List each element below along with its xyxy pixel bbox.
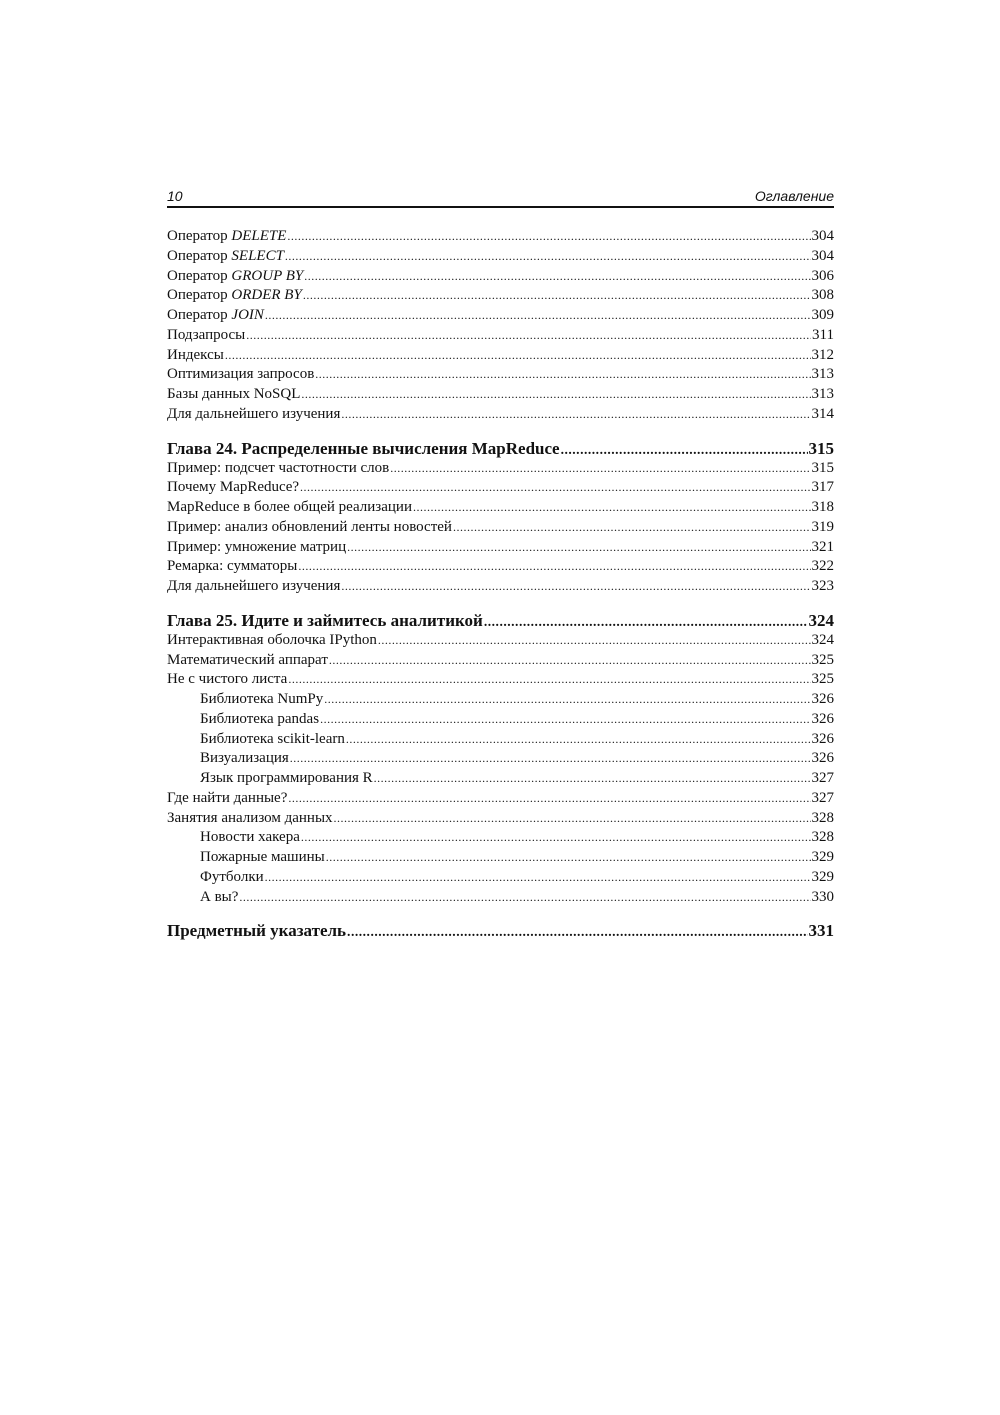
dot-leader (246, 326, 811, 346)
toc-entry-title (200, 710, 319, 730)
toc-page-number: 311 (812, 326, 834, 343)
toc-page-number: 329 (811, 849, 834, 865)
toc-entry-text: Для дальнейшего изучения (167, 578, 341, 594)
toc-page-number: 317 (811, 479, 834, 496)
toc-entry-text: Подзапросы (167, 326, 246, 343)
toc-entry[interactable] (167, 631, 834, 651)
toc-page-number: 313 (811, 386, 834, 402)
toc-chapter[interactable] (167, 611, 834, 631)
toc-page-number: 322 (811, 558, 834, 575)
toc-entry[interactable] (167, 690, 834, 710)
toc-entry-title (167, 921, 346, 941)
toc-entry-title (200, 690, 323, 710)
toc-entry-text: Оператор (167, 287, 232, 304)
toc-entry-text: Оператор (167, 267, 232, 284)
toc-entry-keyword: JOIN (231, 307, 264, 323)
toc-entry-text: Новости хакера (200, 829, 300, 846)
toc-page-number: 309 (811, 307, 834, 323)
toc-entry-text: Оператор (167, 247, 232, 264)
toc-entry[interactable] (167, 405, 834, 425)
toc-entry[interactable] (167, 670, 834, 690)
toc-entry[interactable] (167, 385, 834, 405)
toc-entry-title (167, 538, 346, 558)
toc-entry-title (167, 651, 328, 671)
dot-leader (334, 809, 811, 829)
dot-leader (390, 459, 810, 479)
dot-leader (484, 612, 808, 632)
dot-leader (290, 749, 811, 769)
toc-entry-text: Оператор (167, 228, 232, 244)
toc-entry[interactable] (167, 888, 834, 908)
toc-entry-title (167, 365, 314, 385)
toc-entry-text: Визуализация (200, 750, 289, 767)
dot-leader (341, 405, 810, 425)
toc-entry[interactable] (167, 346, 834, 366)
dot-leader (300, 478, 810, 498)
toc-entry-text: Библиотека NumPy (200, 691, 324, 707)
toc-entry-text: Математический аппарат (167, 651, 328, 668)
toc-entry[interactable] (167, 227, 834, 247)
toc-page-number: 326 (811, 730, 834, 747)
toc-page-number: 326 (811, 710, 834, 727)
toc-entry-text: Ремарка: сумматоры (167, 558, 298, 575)
dot-leader (374, 769, 811, 789)
toc-page-number: 325 (811, 651, 834, 668)
toc-entry-text: Интерактивная оболочка IPython (167, 631, 377, 648)
dot-leader (324, 690, 810, 710)
toc-page-number: 326 (811, 750, 834, 767)
toc-entry[interactable] (167, 789, 834, 809)
toc-entry-text: Занятия анализом данных (167, 809, 333, 826)
toc-page-number: 327 (811, 789, 834, 806)
toc-entry[interactable] (167, 478, 834, 498)
toc-entry-title (200, 888, 238, 908)
toc-entry[interactable] (167, 809, 834, 829)
toc-entry-title (167, 247, 284, 267)
toc-entry-title (200, 749, 289, 769)
toc-entry-title (167, 498, 412, 518)
toc-entry[interactable] (167, 557, 834, 577)
toc-entry-text: Библиотека pandas (200, 710, 320, 727)
toc-page-number: 323 (811, 578, 834, 594)
dot-leader (453, 518, 811, 538)
toc-entry-text: Пример: анализ обновлений ленты новостей (167, 518, 452, 535)
dot-leader (320, 710, 810, 730)
toc-page-number: 304 (811, 247, 834, 264)
toc-entry-text: А вы? (200, 888, 239, 905)
toc-entry-text: Индексы (167, 346, 224, 363)
toc-entry-text: Библиотека scikit-learn (200, 730, 345, 747)
toc-page-number: 306 (811, 267, 834, 284)
toc-entry[interactable] (167, 651, 834, 671)
dot-leader (298, 557, 810, 577)
toc-entry-keyword: ORDER BY (231, 287, 302, 304)
toc-entry[interactable] (167, 365, 834, 385)
toc-entry-title (167, 670, 287, 690)
toc-entry-title (200, 848, 325, 868)
toc-chapter[interactable] (167, 439, 834, 459)
toc-page-number: 321 (811, 538, 834, 555)
toc-entry-title (167, 227, 286, 247)
dot-leader (225, 346, 811, 366)
toc-entry[interactable] (167, 868, 834, 888)
dot-leader (288, 670, 810, 690)
toc-entry[interactable] (167, 538, 834, 558)
toc-entry-keyword: DELETE (231, 228, 287, 244)
table-of-contents (167, 227, 834, 941)
toc-entry-title (200, 769, 373, 789)
toc-entry-title (167, 346, 224, 366)
dot-leader (239, 888, 810, 908)
dot-leader (561, 440, 808, 460)
toc-page-number: 329 (811, 868, 834, 885)
toc-page-number: 315 (808, 438, 834, 458)
toc-page-number: 313 (811, 366, 834, 383)
toc-entry[interactable] (167, 769, 834, 789)
dot-leader (265, 868, 811, 888)
toc-entry-text: Футболки (200, 868, 264, 885)
toc-entry-title (167, 631, 377, 651)
toc-entry-text: Для дальнейшего изучения (167, 405, 341, 422)
toc-entry-title (167, 286, 302, 306)
toc-page-number: 319 (811, 518, 834, 535)
toc-entry[interactable] (167, 749, 834, 769)
toc-entry-title (167, 326, 245, 346)
toc-entry-title (167, 809, 333, 829)
toc-page-number: 312 (811, 346, 834, 363)
toc-entry[interactable] (167, 828, 834, 848)
page-header (167, 186, 834, 208)
toc-entry-text: MapReduce в более общей реализации (167, 499, 412, 515)
toc-entry[interactable] (167, 247, 834, 267)
toc-entry-title (200, 868, 264, 888)
dot-leader (288, 789, 810, 809)
toc-entry-text: Глава 24. Распределенные вычисления MapReduce (167, 438, 560, 458)
toc-page-number: 330 (811, 888, 834, 905)
toc-entry-text: Пример: подсчет частотности слов (167, 459, 390, 476)
toc-page-number: 326 (811, 691, 834, 707)
dot-leader (347, 922, 807, 942)
toc-chapter[interactable] (167, 921, 834, 941)
toc-entry-text: Пожарные машины (200, 849, 325, 865)
toc-entry-title (167, 611, 483, 631)
toc-entry[interactable] (167, 459, 834, 479)
page-number: 10 (167, 188, 183, 204)
toc-entry-text: Глава 25. Идите и займитесь аналитикой (167, 610, 483, 630)
dot-leader (303, 286, 811, 306)
running-title: Оглавление (754, 188, 834, 204)
toc-entry-text: Оптимизация запросов (167, 366, 315, 383)
toc-entry[interactable] (167, 730, 834, 750)
toc-entry-title (167, 478, 299, 498)
toc-entry-title (167, 577, 340, 597)
dot-leader (329, 651, 811, 671)
toc-entry-title (167, 405, 340, 425)
dot-leader (287, 227, 810, 247)
toc-entry-text: Базы данных NoSQL (167, 386, 301, 402)
toc-entry-text: Предметный указатель (167, 921, 347, 941)
dot-leader (304, 267, 810, 287)
toc-entry-title (200, 828, 300, 848)
dot-leader (301, 385, 810, 405)
toc-entry[interactable] (167, 848, 834, 868)
toc-entry-title (200, 730, 345, 750)
dot-leader (285, 247, 811, 267)
dot-leader (301, 828, 811, 848)
dot-leader (413, 498, 811, 518)
toc-entry[interactable] (167, 267, 834, 287)
toc-entry-text: Язык программирования R (200, 770, 373, 786)
toc-entry-text: Пример: умножение матриц (167, 538, 347, 555)
dot-leader (378, 631, 811, 651)
toc-page-number: 324 (811, 631, 834, 648)
toc-page-number: 325 (811, 671, 834, 688)
dot-leader (265, 306, 811, 326)
toc-page-number: 324 (808, 610, 834, 630)
toc-page-number: 304 (811, 228, 834, 244)
toc-page-number: 328 (811, 809, 834, 826)
toc-entry[interactable] (167, 498, 834, 518)
toc-entry-title (167, 306, 264, 326)
toc-entry-text: Почему MapReduce? (167, 479, 300, 496)
toc-entry[interactable] (167, 577, 834, 597)
toc-page-number: 308 (811, 287, 834, 304)
toc-entry[interactable] (167, 286, 834, 306)
toc-page-number: 327 (811, 770, 834, 786)
toc-entry[interactable] (167, 306, 834, 326)
toc-entry-title (167, 385, 300, 405)
toc-entry-title (167, 557, 297, 577)
toc-page-number: 318 (811, 499, 834, 515)
toc-entry-title (167, 267, 303, 287)
toc-page-number: 315 (811, 459, 834, 476)
toc-entry[interactable] (167, 710, 834, 730)
toc-entry-title (167, 439, 560, 459)
toc-entry-title (167, 459, 389, 479)
dot-leader (346, 730, 811, 750)
toc-entry-text: Оператор (167, 307, 232, 323)
toc-page-number: 328 (811, 829, 834, 846)
dot-leader (341, 577, 810, 597)
toc-entry-keyword: GROUP BY (231, 267, 304, 284)
toc-entry[interactable] (167, 326, 834, 346)
toc-entry-text: Где найти данные? (167, 789, 288, 806)
toc-entry-text: Не с чистого листа (167, 671, 288, 688)
dot-leader (326, 848, 811, 868)
toc-page-number: 331 (808, 921, 834, 941)
dot-leader (315, 365, 810, 385)
toc-entry[interactable] (167, 518, 834, 538)
toc-entry-title (167, 518, 452, 538)
dot-leader (347, 538, 810, 558)
toc-page-number: 314 (811, 405, 834, 422)
toc-entry-keyword: SELECT (231, 247, 284, 264)
toc-entry-title (167, 789, 287, 809)
